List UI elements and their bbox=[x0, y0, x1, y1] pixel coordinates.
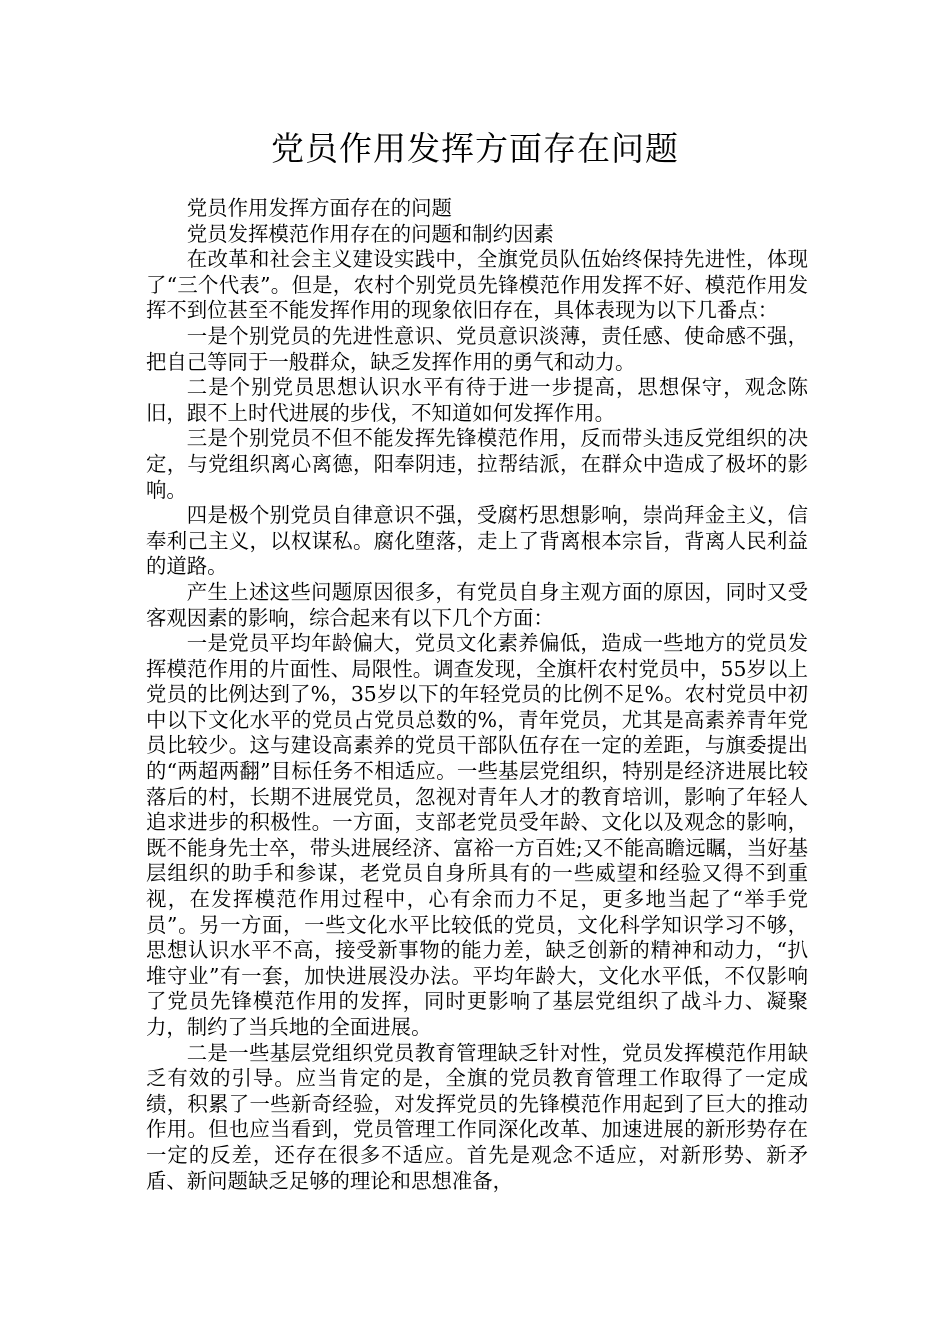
paragraph-cause-2: 二是一些基层党组织党员教育管理缺乏针对性，党员发挥模范作用缺乏有效的引导。应当肯定的是，全旗的党员教育管理工作取得了一定成绩，积累了一些新奇经验，对发挥党员的先锋模范作用起到了巨大的推动作用。但也应当看到，党员管理工作同深化改革、加速进展的新形势存在一定的反差，还存在很多不适应。首先是观念不适应，对新形势、新矛盾、新问题缺乏足够的理论和思想准备， bbox=[146, 1040, 808, 1193]
paragraph-intro: 在改革和社会主义建设实践中，全旗党员队伍始终保持先进性，体现了“三个代表”。但是，农村个别党员先锋模范作用发挥不好、模范作用发挥不到位甚至不能发挥作用的现象依旧存在，具体表现为以下几番点： bbox=[146, 247, 808, 323]
paragraph-cause-1: 一是党员平均年龄偏大，党员文化素养偏低，造成一些地方的党员发挥模范作用的片面性、局限性。调查发现，全旗杆农村党员中，55岁以上党员的比例达到了%，35岁以下的年轻党员的比例不足%。农村党员中初中以下文化水平的党员占党员总数的%，青年党员，尤其是高素养青年党员比较少。这与建设高素养的党员干部队伍存在一定的差距，与旗委提出的“两超两翻”目标任务不相适应。一些基层党组织，特别是经济进展比较落后的村，长期不进展党员，忽视对青年人才的教育培训，影响了年轻人追求进步的积极性。一方面，支部老党员受年龄、文化以及观念的影响，既不能身先士卒，带头进展经济、富裕一方百姓;又不能高瞻远瞩，当好基层组织的助手和参谋，老党员自身所具有的一些威望和经验又得不到重视，在发挥模范作用过程中，心有余而力不足，更多地当起了“举手党员”。另一方面，一些文化水平比较低的党员，文化科学知识学习不够，思想认识水平不高，接受新事物的能力差，缺乏创新的精神和动力，“扒堆守业”有一套，加快进展没办法。平均年龄大，文化水平低，不仅影响了党员先锋模范作用的发挥，同时更影响了基层党组织了战斗力、凝聚力，制约了当兵地的全面进展。 bbox=[146, 631, 808, 1039]
document-body bbox=[146, 196, 808, 1194]
paragraph-causes-intro: 产生上述这些问题原因很多，有党员自身主观方面的原因，同时又受客观因素的影响，综合起来有以下几个方面： bbox=[146, 579, 808, 630]
paragraph-point-4: 四是极个别党员自律意识不强，受腐朽思想影响，崇尚拜金主义，信奉利己主义，以权谋私。腐化堕落，走上了背离根本宗旨，背离人民利益的道路。 bbox=[146, 503, 808, 579]
paragraph-point-1: 一是个别党员的先进性意识、党员意识淡薄，责任感、使命感不强，把自己等同于一般群众，缺乏发挥作用的勇气和动力。 bbox=[146, 323, 808, 374]
paragraph-subtitle-2: 党员发挥模范作用存在的问题和制约因素 bbox=[186, 221, 554, 246]
paragraph-point-3: 三是个别党员不但不能发挥先锋模范作用，反而带头违反党组织的决定，与党组织离心离德，阳奉阴违，拉帮结派，在群众中造成了极坏的影响。 bbox=[146, 426, 808, 502]
paragraph-point-2: 二是个别党员思想认识水平有待于进一步提高，思想保守，观念陈旧，跟不上时代进展的步伐，不知道如何发挥作用。 bbox=[146, 375, 808, 425]
document-title: 党员作用发挥方面存在问题 bbox=[271, 129, 679, 168]
paragraph-subtitle-1: 党员作用发挥方面存在的问题 bbox=[186, 196, 452, 220]
